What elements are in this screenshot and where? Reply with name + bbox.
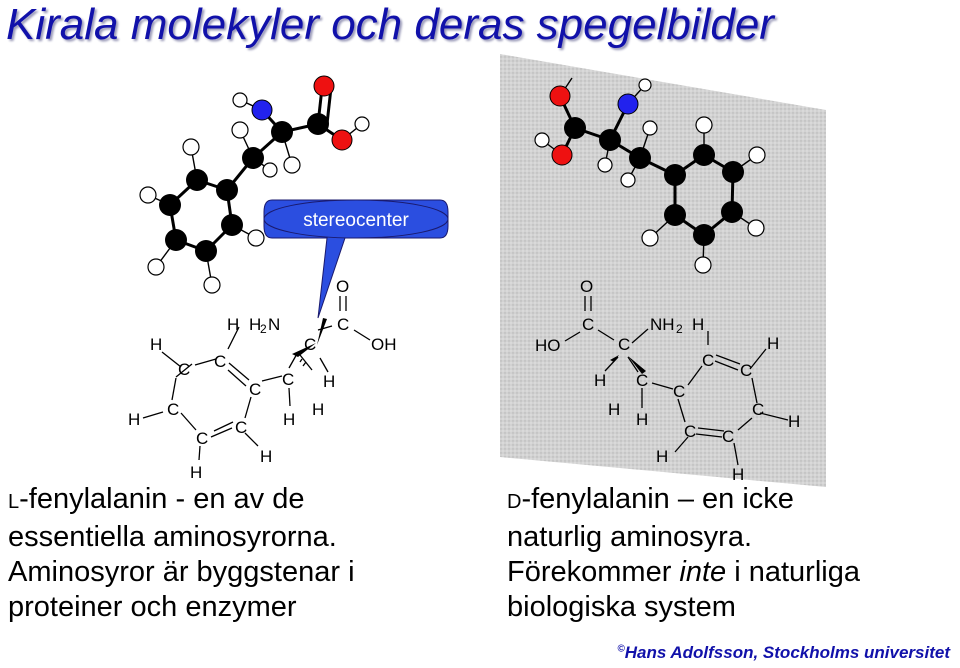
atom-label-h: H [260,447,273,466]
atom-label-c: C [752,400,765,419]
atom-label-h: H [283,410,296,429]
atom-label-h: H [788,412,801,431]
atom-label-c: C [673,382,686,401]
atom-label-n: N [268,315,281,334]
atom-label-h: H [312,400,325,419]
atom-label-c: C [167,400,180,419]
atom-label-c: C [196,429,209,448]
left-caption-line1: L-fenylalanin - en av de [8,483,305,515]
left-structural-formula [128,277,397,482]
mirror-plane [500,54,826,487]
right-caption-line2: naturlig aminosyra. [507,521,752,553]
copyright: ©Hans Adolfsson, Stockholms universitet [617,643,950,662]
right-caption [507,482,860,625]
right-caption-line3: Förekommer inte i naturliga [507,556,860,588]
atom-label-h: H [608,400,621,419]
atom-label-c: C [582,315,595,334]
atom-label-c: C [249,380,262,399]
atom-label-h: H [594,371,607,390]
page-title: Kirala molekyler och deras spegelbilder [6,0,774,49]
atom-label-h: H [732,465,745,484]
left-caption-line2: essentiella aminosyrorna. [8,521,337,553]
atom-label-c: C [636,371,649,390]
atom-label-h: H [636,410,649,429]
left-caption [8,482,355,625]
left-caption-line3: Aminosyror är byggstenar i [8,556,355,588]
left-caption-line4: proteiner och enzymer [8,591,297,623]
atom-label-h: H [227,315,240,334]
atom-label-2: 2 [676,322,683,336]
atom-label-nh: NH [650,315,675,334]
atom-label-h: H [767,334,780,353]
atom-label-h: H [323,372,336,391]
atom-label-c: C [740,361,753,380]
atom-label-h: H [249,315,262,334]
atom-label-h: H [150,335,163,354]
atom-label-h: H [692,315,705,334]
atom-label-c: C [282,370,295,389]
atom-label-h: H [190,463,203,482]
atom-label-o: O [580,277,594,296]
atom-label-2: 2 [260,322,267,336]
atom-label-c: C [722,427,735,446]
atom-label-c: C [304,335,317,354]
right-caption-line1: D-fenylalanin – en icke [507,483,794,515]
atom-label-c: C [337,315,350,334]
atom-label-c: C [235,418,248,437]
atom-label-h: H [656,447,669,466]
right-caption-line4: biologiska system [507,591,736,623]
atom-label-c: C [618,335,631,354]
atom-label-oh: OH [371,335,397,354]
atom-label-o: O [336,277,350,296]
stereocenter-label: stereocenter [303,210,409,231]
atom-label-c: C [684,422,697,441]
atom-label-ho: HO [535,336,561,355]
atom-label-h: H [128,410,141,429]
atom-label-c: C [702,351,715,370]
atom-label-c: C [214,352,227,371]
stereocenter-callout [264,200,448,318]
atom-label-c: C [178,360,191,379]
